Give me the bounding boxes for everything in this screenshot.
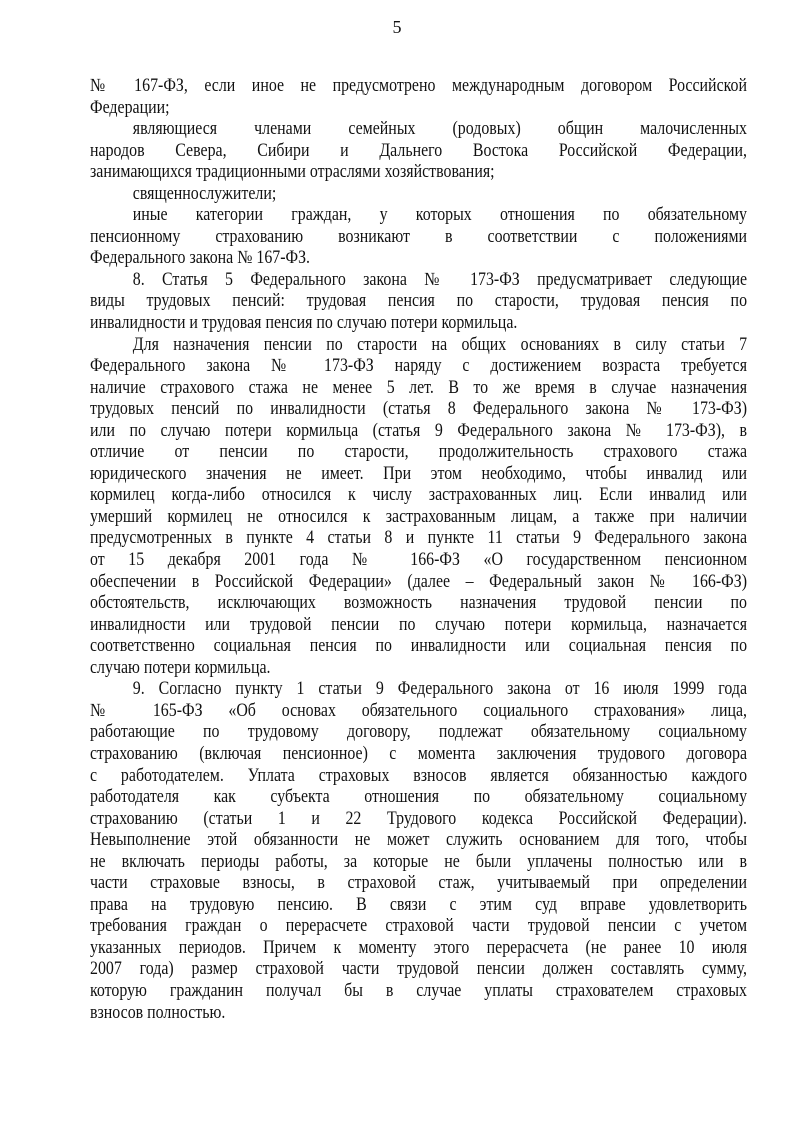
paragraph-item-8: [90, 269, 747, 334]
text-line: занимающихся традиционными отраслями хозяйствования;: [90, 161, 495, 183]
text-line: 9. Согласно пункту 1 статьи 9 Федерального закона от 16 июля 1999 года: [132, 678, 748, 700]
text-line: права на трудовую пенсию. В связи с этим суд вправе удовлетворить: [90, 893, 748, 915]
text-line: от 15 декабря 2001 года № 166-ФЗ «О государственном пенсионном: [90, 549, 748, 571]
text-line: юридического значения не имеет. При этом необходимо, чтобы инвалид или: [90, 462, 748, 484]
text-line: взносов полностью.: [90, 1001, 226, 1023]
text-line: иные категории граждан, у которых отношения по обязательному: [132, 204, 748, 226]
text-line: Федерации;: [90, 96, 170, 118]
text-line: умерший кормилец не относился к застрахованным лицам, а также при наличии: [90, 505, 748, 527]
text-line: трудовых пенсий по инвалидности (статья 8 Федерального закона № 173-ФЗ): [90, 398, 748, 420]
text-line: священнослужители;: [132, 182, 277, 204]
text-line: соответственно социальная пенсия по инвалидности или социальная пенсия по: [90, 635, 748, 657]
text-line: кормилец когда-либо относился к числу застрахованных лиц. Если инвалид или: [90, 484, 748, 506]
document-body: [90, 75, 747, 1023]
paragraph-other-categories: [90, 204, 747, 269]
text-line: страхованию (включая пенсионное) с момента заключения трудового договора: [90, 742, 748, 764]
paragraph-indigenous-communities: [90, 118, 747, 183]
paragraph-item-9: [90, 678, 747, 1023]
text-line: предусмотренных в пункте 4 статьи 8 и пункте 11 статьи 9 Федерального закона: [90, 527, 748, 549]
text-line: работодателя как субъекта отношения по обязательному социальному: [90, 786, 748, 808]
text-line: виды трудовых пенсий: трудовая пенсия по старости, трудовая пенсия по: [90, 290, 748, 312]
text-line: не включать периоды работы, за которые не были уплачены полностью или в: [90, 850, 748, 872]
paragraph-continuation-167: [90, 75, 747, 118]
text-line: № 167-ФЗ, если иное не предусмотрено международным договором Российской: [90, 75, 748, 96]
text-line: инвалидности или трудовой пенсии по случаю потери кормильца, назначается: [90, 613, 748, 635]
text-line: № 165-ФЗ «Об основах обязательного социального страхования» лица,: [90, 699, 748, 721]
paragraph-clergy: [90, 183, 747, 205]
text-line: указанных периодов. Причем к моменту этого перерасчета (не ранее 10 июля: [90, 936, 748, 958]
text-line: Невыполнение этой обязанности не может служить основанием для того, чтобы: [90, 829, 748, 851]
text-line: работающие по трудовому договору, подлежат обязательному социальному: [90, 721, 748, 743]
text-line: Федерального закона № 173-ФЗ наряду с достижением возраста требуется: [90, 355, 748, 377]
text-line: с работодателем. Уплата страховых взносов является обязанностью каждого: [90, 764, 748, 786]
text-line: обеспечении в Российской Федерации» (далее – Федеральный закон № 166-ФЗ): [90, 570, 748, 592]
text-line: 2007 года) размер страховой части трудовой пенсии должен составлять сумму,: [90, 958, 748, 980]
page-number: 5: [392, 17, 402, 37]
text-line: страхованию (статьи 1 и 22 Трудового кодекса Российской Федерации).: [90, 807, 748, 829]
text-line: наличие страхового стажа не менее 5 лет. В то же время в случае назначения: [90, 376, 748, 398]
text-line: обстоятельств, исключающих возможность назначения трудовой пенсии по: [90, 592, 748, 614]
text-line: пенсионному страхованию возникают в соответствии с положениями: [90, 225, 748, 247]
text-line: Федерального закона № 167-ФЗ.: [90, 247, 311, 269]
paragraph-old-age-pension: [90, 334, 747, 679]
text-line: которую гражданин получал бы в случае уплаты страхователем страховых: [90, 979, 748, 1001]
text-line: требования граждан о перерасчете страховой части трудовой пенсии с учетом: [90, 915, 748, 937]
text-line: Для назначения пенсии по старости на общих основаниях в силу статьи 7: [132, 333, 748, 355]
text-line: части страховые взносы, в страховой стаж, учитываемый при определении: [90, 872, 748, 894]
text-line: или по случаю потери кормильца (статья 9 Федерального закона № 173-ФЗ), в: [90, 419, 748, 441]
text-line: 8. Статья 5 Федерального закона № 173-ФЗ предусматривает следующие: [132, 268, 748, 290]
text-line: являющиеся членами семейных (родовых) общин малочисленных: [132, 118, 748, 140]
text-line: случаю потери кормильца.: [90, 656, 271, 678]
text-line: отличие от пенсии по старости, продолжительность страхового стажа: [90, 441, 748, 463]
text-line: народов Севера, Сибири и Дальнего Востока Российской Федерации,: [90, 139, 748, 161]
text-line: инвалидности и трудовая пенсия по случаю потери кормильца.: [90, 312, 518, 334]
